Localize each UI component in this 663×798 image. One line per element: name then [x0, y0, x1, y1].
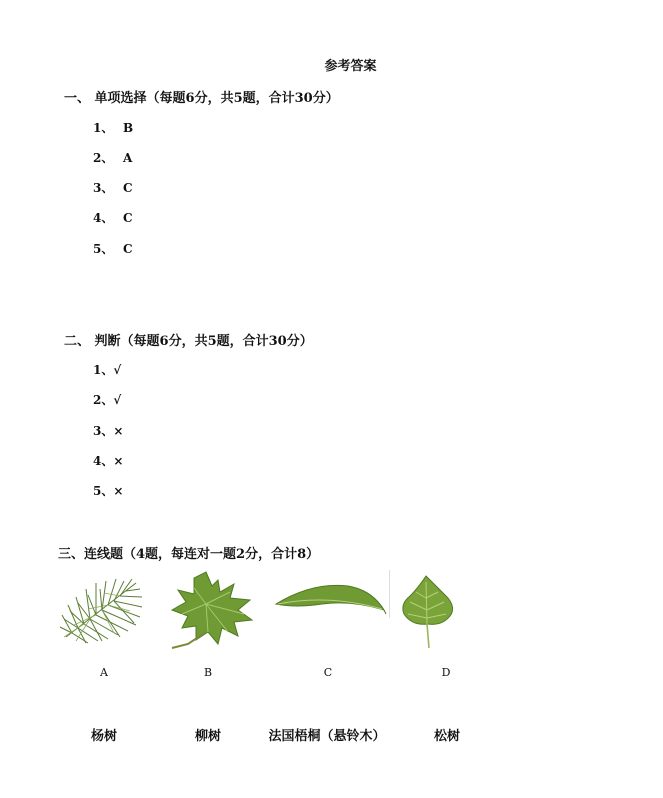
answer-number: 2、: [93, 151, 114, 165]
answer-number: 5、: [93, 484, 114, 498]
s2-answer-4: [93, 452, 123, 469]
s2-answer-2: [93, 391, 121, 408]
leaf-label-c: C: [323, 666, 333, 679]
divider-line: [389, 570, 390, 618]
cross-icon: ×: [113, 424, 124, 438]
leaf-label-d: D: [441, 666, 451, 679]
willow-leaf-image: [272, 580, 387, 620]
plane-leaf-image: [166, 570, 256, 650]
page-title: 参考答案: [324, 59, 377, 74]
answer-value: C: [123, 211, 133, 225]
section1-heading: 一、 单项选择（每题6分，共5题，合计30分）: [64, 91, 339, 106]
answer-number: 1、: [93, 121, 114, 135]
leaf-label-a: A: [100, 666, 108, 679]
answer-number: 3、: [93, 181, 114, 195]
answer-number: 2、: [93, 393, 114, 407]
answer-number: 3、: [93, 424, 114, 438]
answer-number: 4、: [93, 454, 114, 468]
cross-icon: ×: [113, 484, 124, 498]
check-icon: √: [113, 363, 122, 377]
section2-heading: 二、 判断（每题6分，共5题，合计30分）: [64, 334, 313, 349]
answer-number: 1、: [93, 363, 114, 377]
tree-name-yang: 杨树: [90, 729, 117, 744]
tree-name-liu: 柳树: [194, 729, 221, 744]
tree-name-song: 松树: [433, 729, 460, 744]
s2-answer-1: [93, 361, 121, 378]
s1-answer-1: [93, 119, 133, 136]
answer-value: A: [123, 151, 133, 165]
s1-answer-2: [93, 149, 132, 166]
answer-value: C: [123, 181, 133, 195]
leaf-label-b: B: [203, 666, 213, 679]
s1-answer-5: [93, 240, 133, 257]
answer-number: 4、: [93, 211, 114, 225]
poplar-leaf-image: [398, 574, 458, 650]
s2-answer-5: [93, 482, 123, 499]
answer-value: B: [123, 121, 134, 135]
answer-value: C: [123, 242, 133, 256]
tree-name-wutong: 法国梧桐（悬铃木）: [268, 729, 386, 744]
pine-needle-image: [58, 575, 143, 645]
s1-answer-4: [93, 209, 133, 226]
s2-answer-3: [93, 422, 123, 439]
answer-number: 5、: [93, 242, 114, 256]
cross-icon: ×: [113, 454, 124, 468]
s1-answer-3: [93, 179, 133, 196]
check-icon: √: [113, 393, 122, 407]
section3-heading: 三、连线题（4题，每连对一题2分，合计8）: [58, 547, 320, 562]
